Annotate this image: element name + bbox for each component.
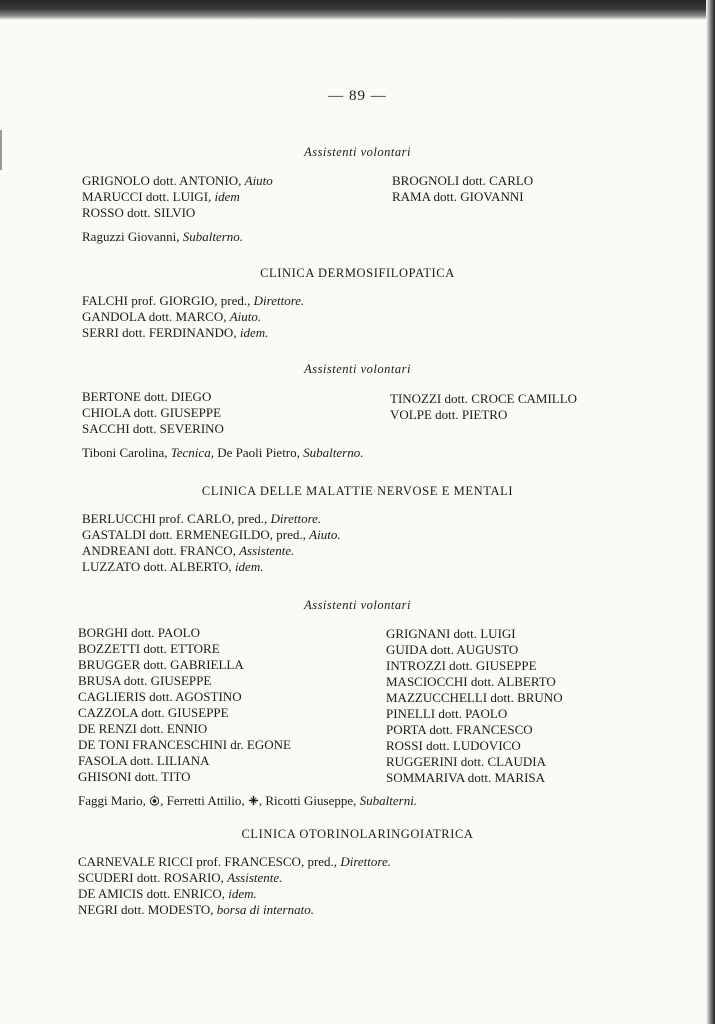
list-item: BOZZETTI dott. ETTORE [78,641,220,656]
list-item: ROSSO dott. SILVIO [82,205,196,220]
list-item: BERLUCCHI prof. CARLO, pred., Direttore. [82,511,322,526]
list-item: FASOLA dott. LILIANA [78,753,210,768]
sec3-left-list [78,625,291,785]
sec3-right-list [386,626,563,786]
list-item: MASCIOCCHI dott. ALBERTO [386,674,556,689]
list-item: GRIGNOLO dott. ANTONIO, Aiuto [82,173,273,188]
list-item: RUGGERINI dott. CLAUDIA [386,754,546,769]
list-item: BROGNOLI dott. CARLO [392,173,534,188]
medal-icon [149,795,160,806]
list-item: SCUDERI dott. ROSARIO, Assistente. [78,870,283,885]
scan-top-edge [0,0,715,20]
list-item: CARNEVALE RICCI prof. FRANCESCO, pred., Direttore. [78,854,391,869]
list-item: DE TONI FRANCESCHINI dr. EGONE [78,737,291,752]
list-item: GRIGNANI dott. LUIGI [386,626,516,641]
subheading-assistenti-1: Assistenti volontari [304,145,411,159]
list-item: BERTONE dott. DIEGO [82,389,212,404]
list-item: GUIDA dott. AUGUSTO [386,642,519,657]
subheading-assistenti-2: Assistenti volontari [304,362,411,376]
list-item: CAGLIERIS dott. AGOSTINO [78,689,242,704]
list-item: FALCHI prof. GIORGIO, pred., Direttore. [82,293,305,308]
sec4-staff-list [78,854,391,918]
sec3-staff-list [82,511,341,575]
sec1-left-list [82,173,273,221]
list-item: SERRI dott. FERDINANDO, idem. [82,325,269,340]
list-item: TINOZZI dott. CROCE CAMILLO [390,391,578,406]
cross-icon [248,795,259,806]
list-item: BRUSA dott. GIUSEPPE [78,673,212,688]
list-item: MARUCCI dott. LUIGI, idem [82,189,240,204]
list-item: GANDOLA dott. MARCO, Aiuto. [82,309,262,324]
list-item: SOMMARIVA dott. MARISA [386,770,546,785]
sec3-note: Faggi Mario, , Ferretti Attilio, , Ricotti Giuseppe, Subalterni. [78,793,418,808]
list-item: DE RENZI dott. ENNIO [78,721,208,736]
list-item: VOLPE dott. PIETRO [390,407,508,422]
heading-clinica-otorinolaringoiatrica: CLINICA OTORINOLARINGOIATRICA [241,827,474,841]
list-item: NEGRI dott. MODESTO, borsa di internato. [78,902,314,917]
page-number: — 89 — [328,88,387,104]
sec1-note: Raguzzi Giovanni, Subalterno. [82,229,244,244]
list-item: INTROZZI dott. GIUSEPPE [386,658,537,673]
list-item: ROSSI dott. LUDOVICO [386,738,521,753]
list-item: SACCHI dott. SEVERINO [82,421,224,436]
list-item: DE AMICIS dott. ENRICO, idem. [78,886,257,901]
list-item: PINELLI dott. PAOLO [386,706,508,721]
sec2-right-list [390,391,577,423]
sec2-left-list [82,389,224,437]
list-item: GASTALDI dott. ERMENEGILDO, pred., Aiuto. [82,527,341,542]
list-item: BORGHI dott. PAOLO [78,625,200,640]
list-item: ANDREANI dott. FRANCO, Assistente. [82,543,295,558]
heading-clinica-dermosifilopatica: CLINICA DERMOSIFILOPATICA [260,266,455,280]
sec1-right-list [392,173,533,205]
heading-clinica-malattie-nervose: CLINICA DELLE MALATTIE NERVOSE E MENTALI [201,484,514,498]
list-item: CHIOLA dott. GIUSEPPE [82,405,222,420]
list-item: CAZZOLA dott. GIUSEPPE [78,705,229,720]
list-item: PORTA dott. FRANCESCO [386,722,533,737]
list-item: GHISONI dott. TITO [78,769,191,784]
list-item: BRUGGER dott. GABRIELLA [78,657,244,672]
subheading-assistenti-3: Assistenti volontari [304,598,411,612]
sec2-note: Tiboni Carolina, Tecnica, De Paoli Pietro, Subalterno. [82,445,364,460]
list-item: MAZZUCCHELLI dott. BRUNO [386,690,563,705]
sec2-staff-list [82,293,304,341]
list-item: RAMA dott. GIOVANNI [392,189,524,204]
list-item: LUZZATO dott. ALBERTO, idem. [82,559,264,574]
